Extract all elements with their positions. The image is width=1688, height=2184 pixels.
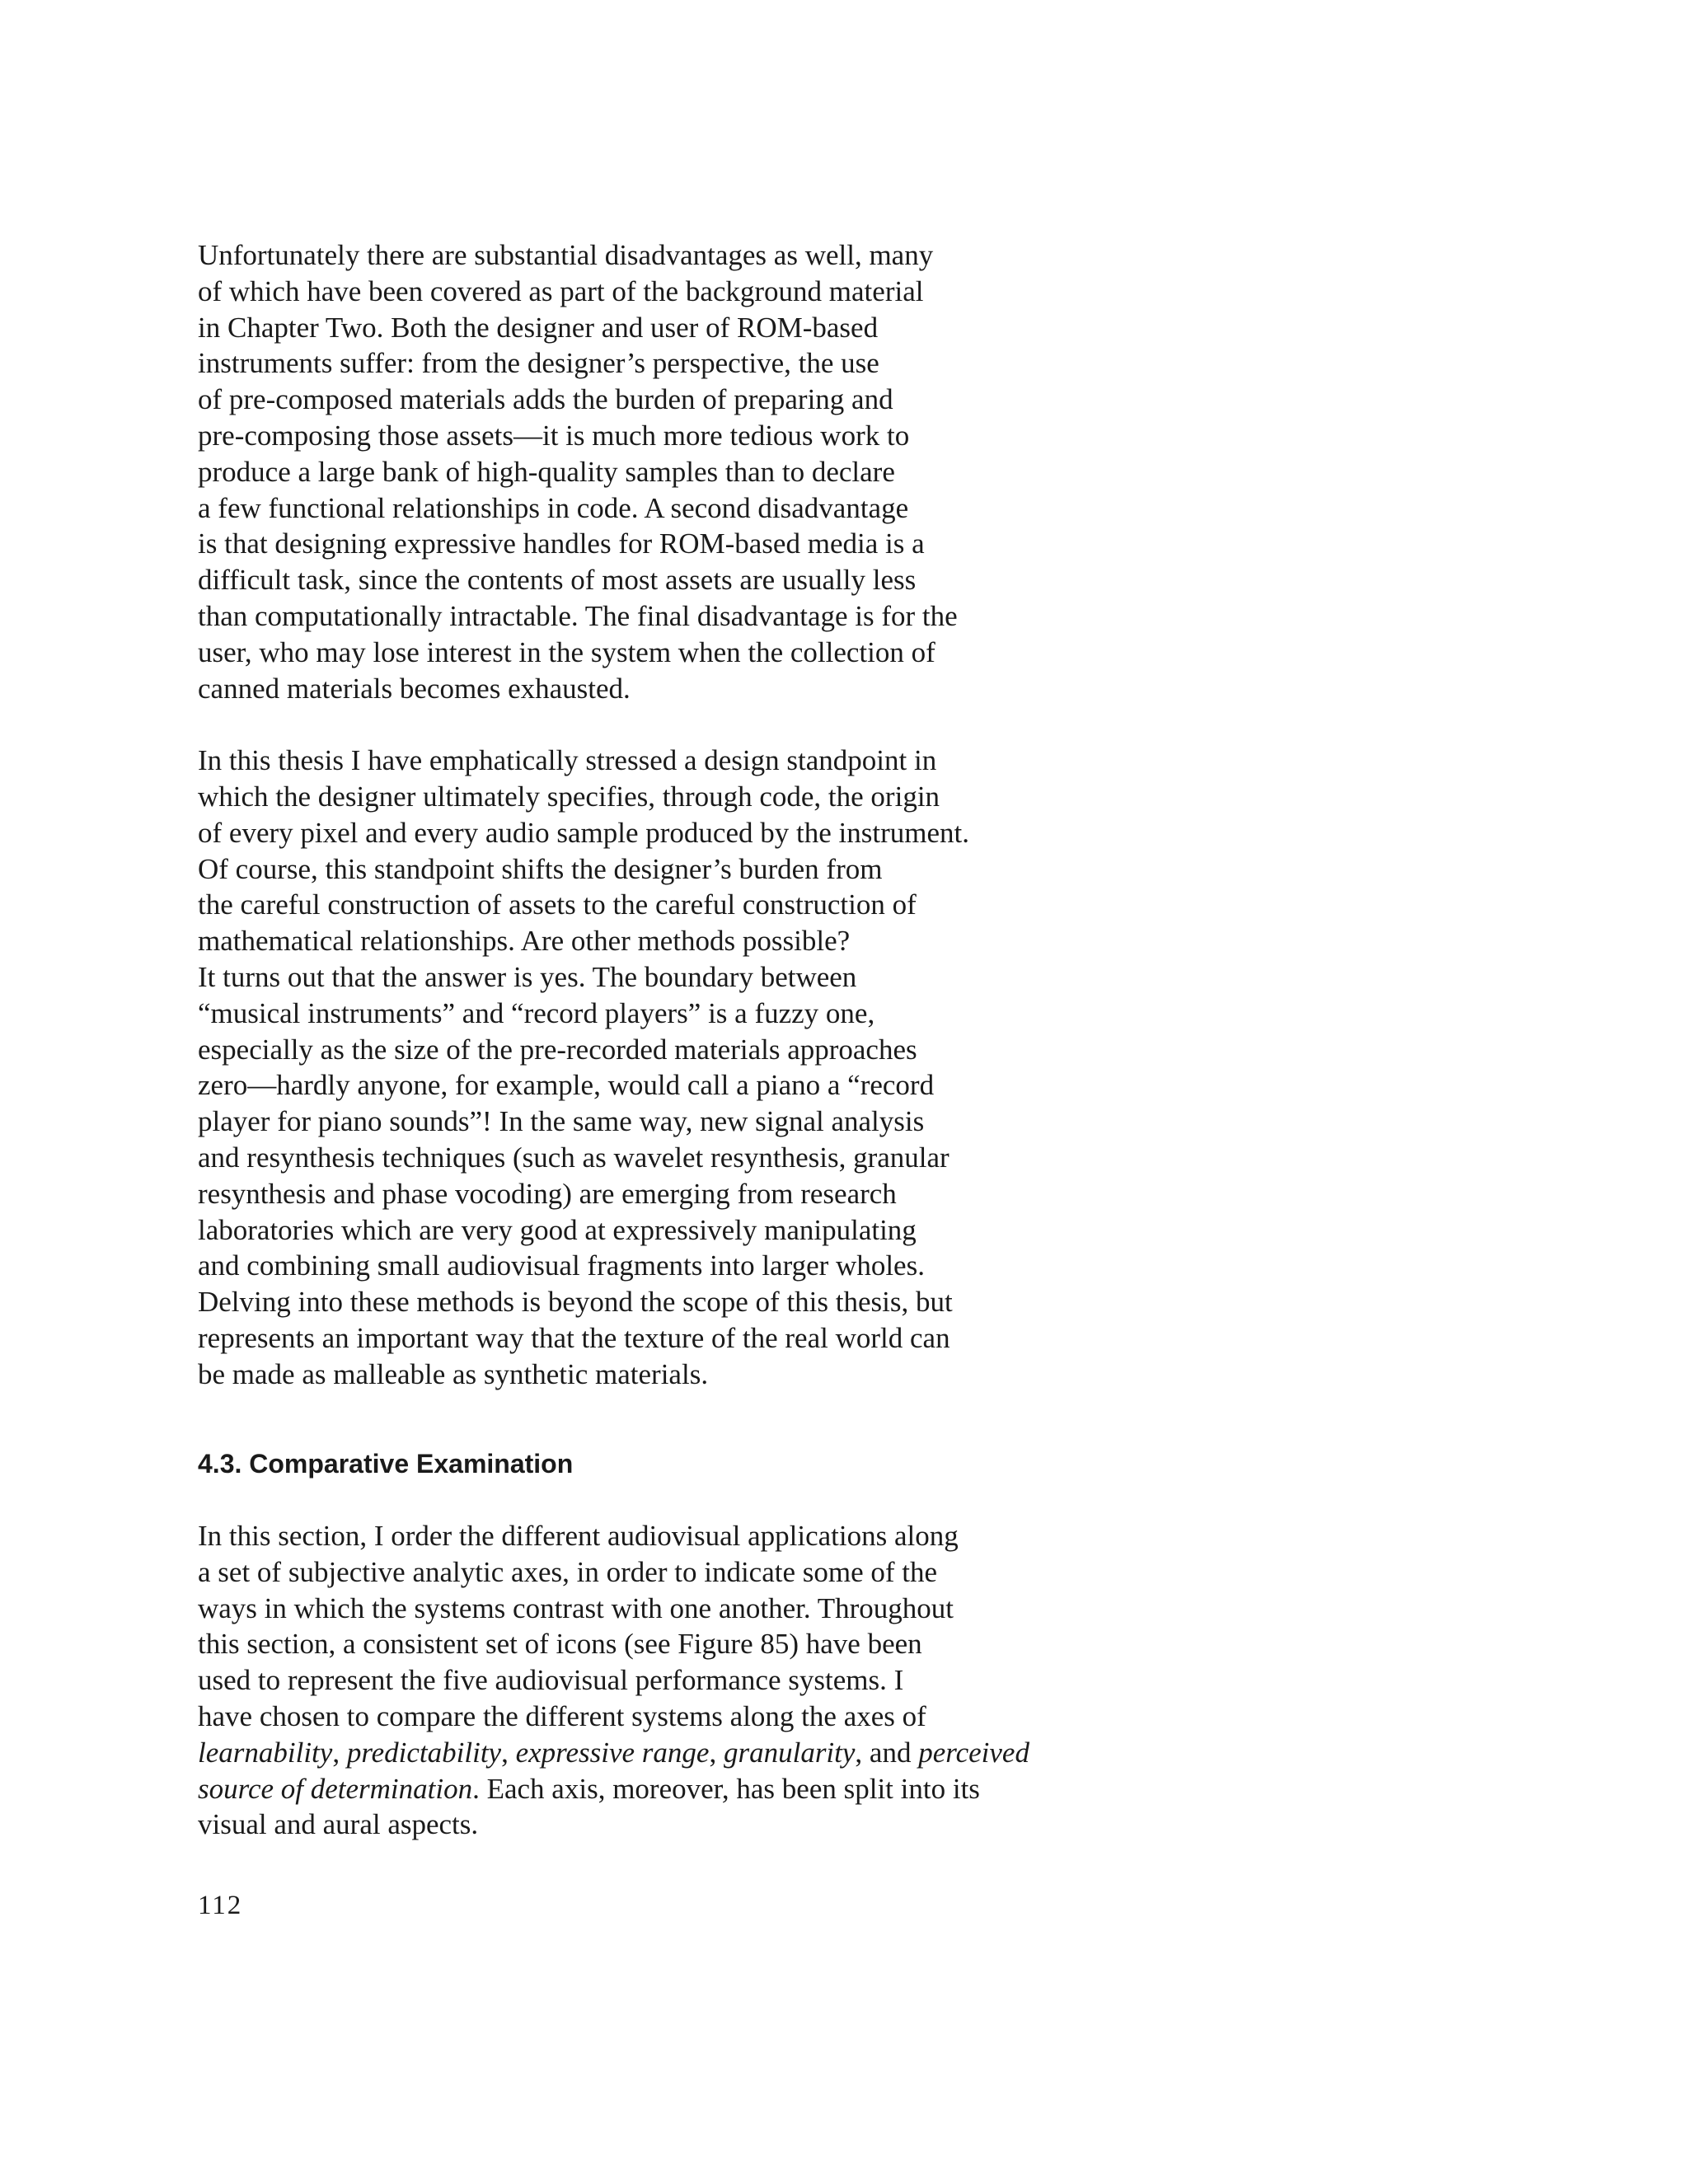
text-line: a set of subjective analytic axes, in order to indicate some of the [198,1555,938,1588]
text-line: resynthesis and phase vocoding) are emerging from research [198,1177,897,1210]
text-line: Unfortunately there are substantial disadvantages as well, many [198,239,934,271]
text-line: in Chapter Two. Both the designer and user of ROM-based [198,311,879,344]
text-line: mathematical relationships. Are other methods possible? [198,925,851,958]
text-line-with-italics [198,1771,1071,1807]
italic-term: predictability [346,1736,502,1769]
page-number: 112 [198,1891,243,1920]
text-line: produce a large bank of high-quality samples than to declare [198,455,895,488]
italic-term: perceived [918,1736,1029,1769]
italic-term: granularity [723,1736,856,1769]
text-line: canned materials becomes exhausted. [198,672,631,705]
section-spacer [198,1393,1071,1446]
text-line: of pre-composed materials adds the burden of preparing and [198,383,893,416]
paragraph-comparative-axes [198,1518,1071,1843]
text-line: Of course, this standpoint shifts the designer’s burden from [198,852,883,885]
text-line: and resynthesis techniques (such as wavelet resynthesis, granular [198,1141,950,1174]
text-line: a few functional relationships in code. A second disadvantage [198,491,909,524]
text-line: which the designer ultimately specifies, through code, the origin [198,780,940,813]
text-line: Delving into these methods is beyond the scope of this thesis, but [198,1286,953,1319]
text-line: this section, a consistent set of icons (see Figure 85) have been [198,1628,922,1661]
text-line: the careful construction of assets to the careful construction of [198,888,917,921]
text-line: used to represent the five audiovisual performance systems. I [198,1664,904,1697]
paragraph-disadvantages [198,237,1071,706]
text-line: be made as malleable as synthetic materials. [198,1357,709,1390]
text-line: instruments suffer: from the designer’s perspective, the use [198,347,879,380]
text-line: have chosen to compare the different systems along the axes of [198,1700,926,1733]
text-line-with-italics [198,1735,1071,1771]
text-run: , and [855,1736,919,1769]
text-line: difficult task, since the contents of most assets are usually less [198,564,917,597]
italic-term: learnability [198,1736,333,1769]
text-line: player for piano sounds”! In the same way, new signal analysis [198,1105,925,1138]
text-run: , [709,1736,724,1769]
italic-term: expressive range [515,1736,710,1769]
paragraph-design-standpoint [198,743,1071,1392]
text-line: user, who may lose interest in the system when the collection of [198,635,935,668]
text-line: pre-composing those assets—it is much more tedious work to [198,419,910,452]
text-line: of every pixel and every audio sample produced by the instrument. [198,816,969,849]
text-run: , [501,1736,516,1769]
text-line: laboratories which are very good at expressively manipulating [198,1213,917,1246]
paragraph-spacer [198,1482,1071,1518]
text-run: . Each axis, moreover, has been split into its [472,1772,980,1805]
text-line: especially as the size of the pre-recorded materials approaches [198,1033,917,1066]
text-line: In this section, I order the different audiovisual applications along [198,1520,959,1553]
text-line: represents an important way that the texture of the real world can [198,1321,950,1354]
text-line: of which have been covered as part of the background material [198,274,924,307]
text-line: visual and aural aspects. [198,1808,479,1841]
paragraph-spacer [198,706,1071,743]
italic-term: source of determination [198,1772,473,1805]
text-line: and combining small audiovisual fragments into larger wholes. [198,1249,925,1282]
text-line: “musical instruments” and “record players” is a fuzzy one, [198,996,875,1029]
text-line: is that designing expressive handles for ROM-based media is a [198,527,925,560]
section-heading: 4.3. Comparative Examination [198,1448,574,1479]
text-column [198,237,1071,1843]
text-line: ways in which the systems contrast with one another. Throughout [198,1591,954,1624]
text-run: , [332,1736,347,1769]
text-line: It turns out that the answer is yes. The boundary between [198,960,857,993]
text-line: zero—hardly anyone, for example, would call a piano a “record [198,1069,935,1102]
text-line: In this thesis I have emphatically stressed a design standpoint in [198,744,937,777]
text-line: than computationally intractable. The final disadvantage is for the [198,599,958,632]
